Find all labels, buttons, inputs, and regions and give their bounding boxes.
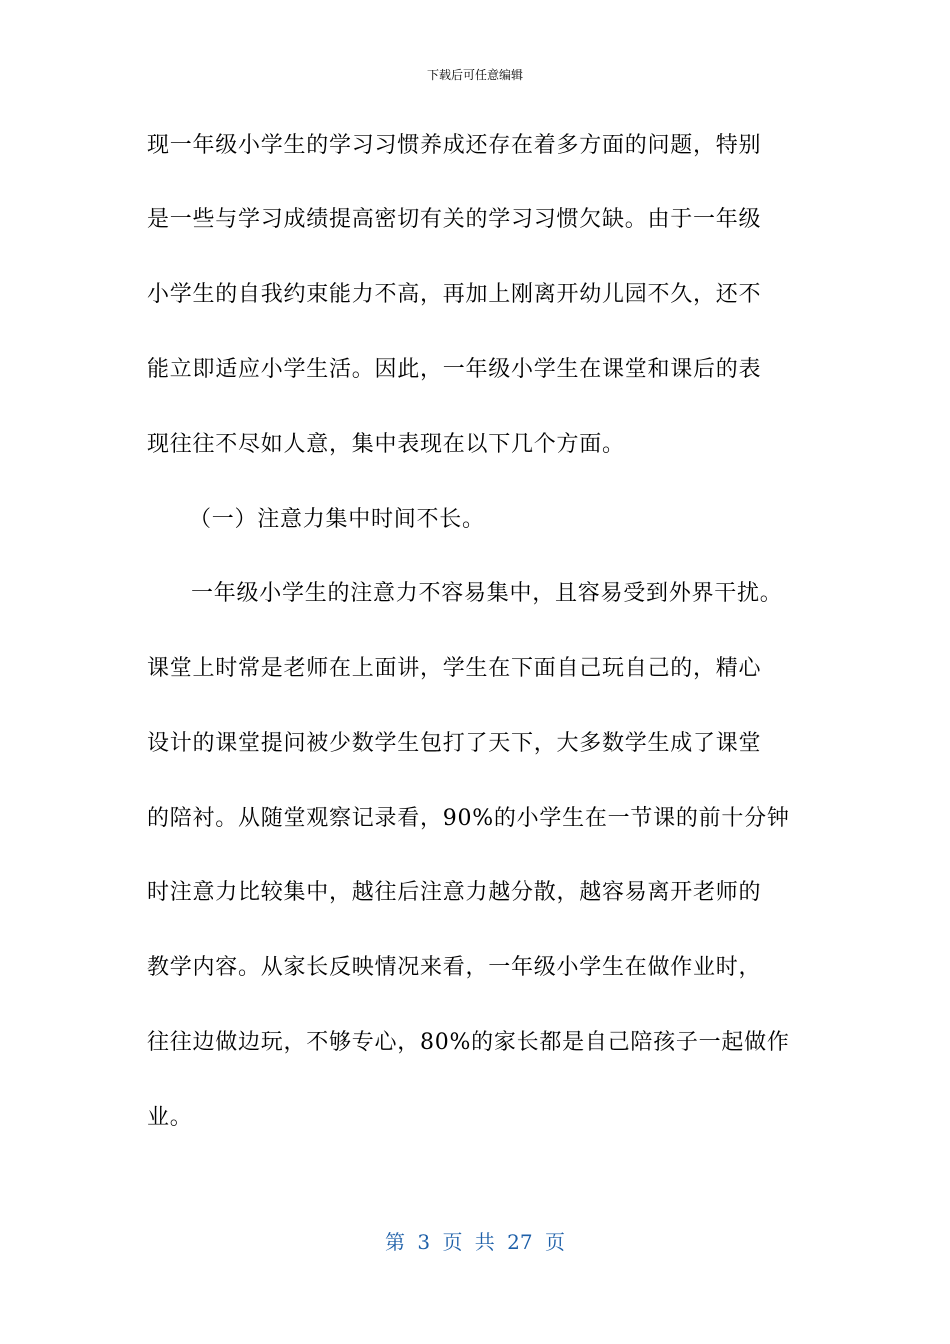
text-line: 课堂上时常是老师在上面讲，学生在下面自己玩自己的，精心 — [147, 656, 762, 681]
text-line: 的陪衬。从随堂观察记录看，90%的小学生在一节课的前十分钟 — [147, 806, 790, 831]
text-line: 业。 — [147, 1105, 193, 1130]
text-line: 时注意力比较集中，越往后注意力越分散，越容易离开老师的 — [147, 880, 762, 905]
text-line: 现往往不尽如人意，集中表现在以下几个方面。 — [147, 432, 625, 457]
text-line: 往往边做边玩，不够专心，80%的家长都是自己陪孩子一起做作 — [147, 1030, 790, 1055]
page-number: 第 3 页 共 27 页 — [385, 1230, 565, 1254]
text-line: 一年级小学生的注意力不容易集中，且容易受到外界干扰。 — [191, 581, 783, 606]
section-heading: （一）注意力集中时间不长。 — [189, 507, 485, 532]
text-line: 教学内容。从家长反映情况来看，一年级小学生在做作业时， — [147, 955, 762, 980]
text-line: 设计的课堂提问被少数学生包打了天下，大多数学生成了课堂 — [147, 731, 762, 756]
header-note: 下载后可任意编辑 — [426, 68, 523, 82]
text-line: 是一些与学习成绩提高密切有关的学习习惯欠缺。由于一年级 — [147, 207, 762, 232]
text-line: 能立即适应小学生活。因此，一年级小学生在课堂和课后的表 — [147, 357, 762, 382]
text-line: 小学生的自我约束能力不高，再加上刚离开幼儿园不久，还不 — [147, 282, 762, 307]
text-line: 现一年级小学生的学习习惯养成还存在着多方面的问题，特别 — [147, 133, 762, 158]
